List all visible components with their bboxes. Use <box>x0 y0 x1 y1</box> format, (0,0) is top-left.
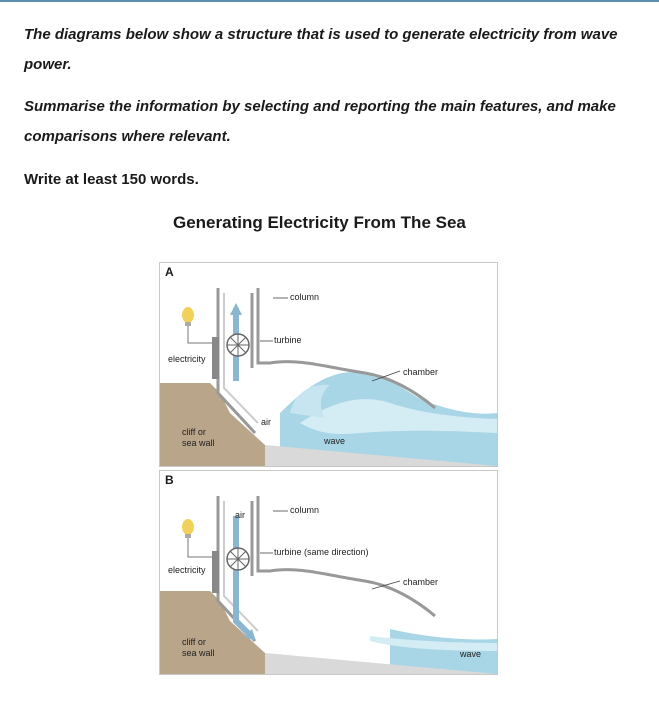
turbine-blades <box>227 548 249 570</box>
electric-wire <box>188 325 212 343</box>
top-divider <box>0 0 659 2</box>
air-arrow-head <box>230 303 242 315</box>
label-cliff-a-line1: cliff or <box>182 427 206 437</box>
label-chamber-b: chamber <box>403 577 439 587</box>
generator-box <box>212 551 219 593</box>
label-column-a: column <box>290 292 320 302</box>
label-cliff-b-line2: sea wall <box>182 648 215 658</box>
figure-title: Generating Electricity From The Sea <box>173 213 466 232</box>
diagram-b-drawing <box>160 471 497 674</box>
diagram-panel-a <box>159 262 498 467</box>
light-bulb-icon <box>182 307 194 323</box>
label-air-b: air <box>235 510 246 520</box>
air-flow-arrow <box>236 516 250 635</box>
label-chamber-a: chamber <box>403 367 439 377</box>
label-turbine-b: turbine (same direction) <box>274 547 369 557</box>
bulb-base <box>185 534 191 538</box>
word-count-instruction: Write at least 150 words. <box>24 171 199 188</box>
cliff-shape <box>160 383 265 466</box>
electric-wire <box>188 537 212 557</box>
diagram-panel-b <box>159 470 498 675</box>
label-cliff-b-line1: cliff or <box>182 637 206 647</box>
light-bulb-icon <box>182 519 194 535</box>
task-prompt-summary: Summarise the information by selecting and reporting the main features, and make comparisons where relevant. <box>24 98 616 145</box>
turbine-blades <box>227 334 249 356</box>
bulb-base <box>185 322 191 326</box>
label-column-b: column <box>290 505 320 515</box>
panel-b-letter: B <box>165 473 174 487</box>
task-prompt-description: The diagrams below show a structure that is used to generate electricity from wave power. <box>24 26 618 73</box>
generator-box <box>212 337 219 379</box>
label-electricity-b: electricity <box>168 565 206 575</box>
label-turbine-a: turbine <box>274 335 302 345</box>
panel-a-letter: A <box>165 265 174 279</box>
label-cliff-a-line2: sea wall <box>182 438 215 448</box>
label-air-a: air <box>261 417 272 427</box>
label-wave-a: wave <box>324 436 346 446</box>
label-electricity-a: electricity <box>168 354 206 364</box>
label-wave-b: wave <box>460 649 482 659</box>
